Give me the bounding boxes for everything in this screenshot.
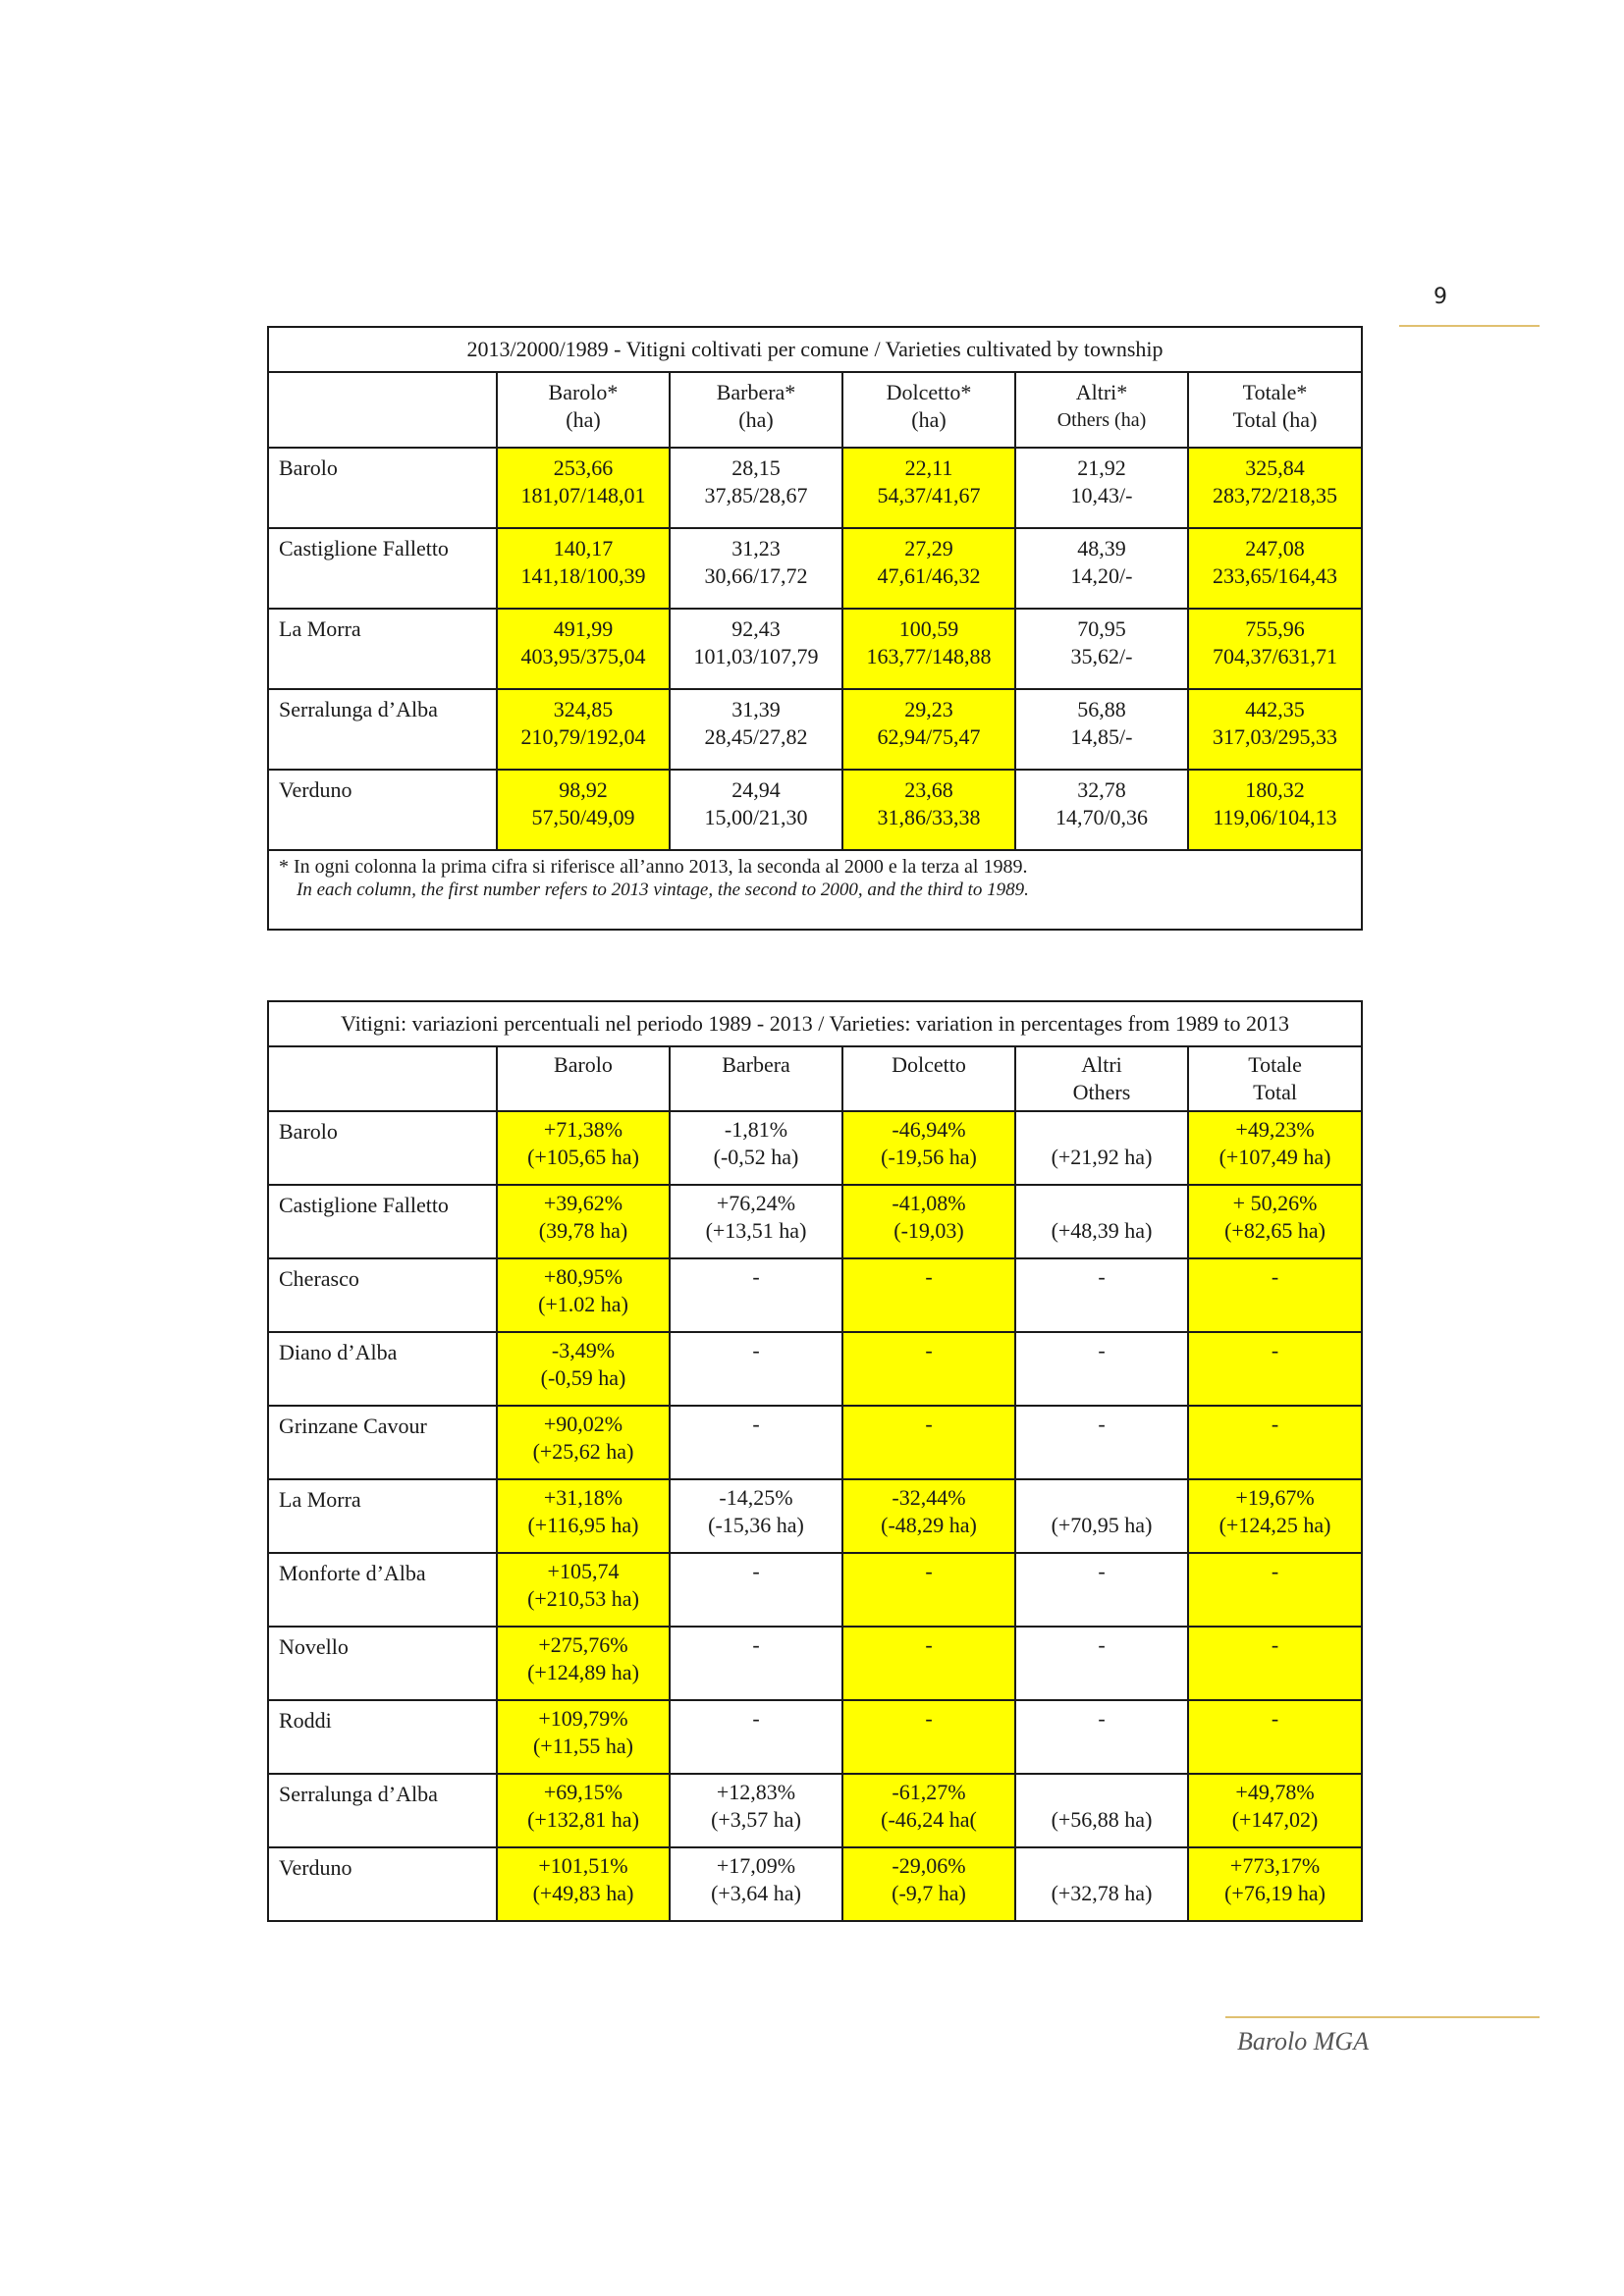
cell-value-primary: - <box>1271 1338 1279 1362</box>
table-cell <box>670 1774 842 1847</box>
row-label-cherasco: Cherasco <box>268 1258 497 1332</box>
table-row <box>268 1847 1362 1921</box>
table-cell <box>842 1185 1015 1258</box>
cell-value-secondary <box>843 1733 1014 1760</box>
table-cell <box>670 1258 842 1332</box>
table-cell <box>1015 528 1188 609</box>
cell-value-primary: - <box>925 1338 933 1362</box>
table-cell <box>842 1258 1015 1332</box>
table-cell <box>1015 1700 1188 1774</box>
table-cell <box>1188 1406 1362 1479</box>
cell-value-primary: - <box>1098 1632 1106 1657</box>
table-cell <box>1188 1774 1362 1847</box>
table-row <box>268 1111 1362 1185</box>
table-cell <box>497 1847 670 1921</box>
table-row <box>268 528 1362 609</box>
cell-value-primary: - <box>1098 1264 1106 1289</box>
cell-value-secondary: (-0,59 ha) <box>540 1365 626 1390</box>
cell-value-primary: -41,08% <box>892 1191 966 1215</box>
cell-value-primary: -14,25% <box>719 1485 793 1510</box>
table-cell <box>842 528 1015 609</box>
table-cell <box>497 1111 670 1185</box>
table1-col-altri: Altri* Others (ha) <box>1015 372 1188 448</box>
table-cell <box>842 770 1015 850</box>
table-cell <box>497 770 670 850</box>
cell-value-primary: +12,83% <box>716 1780 796 1804</box>
table-cell <box>1015 770 1188 850</box>
cell-value-secondary: 210,79/192,04 <box>520 724 646 749</box>
cell-value-secondary: (+147,02) <box>1231 1807 1319 1832</box>
row-label-la-morra: La Morra <box>268 1479 497 1553</box>
cell-value-primary: - <box>1098 1412 1106 1436</box>
cell-value-secondary: 181,07/148,01 <box>520 483 646 507</box>
cell-value-primary: - <box>1098 1706 1106 1731</box>
table-cell <box>1015 1774 1188 1847</box>
table-cell <box>497 1258 670 1332</box>
cell-value-primary: -3,49% <box>551 1338 616 1362</box>
table-row <box>268 1553 1362 1627</box>
cell-value-secondary <box>843 1291 1014 1318</box>
cell-value-primary: 325,84 <box>1245 455 1305 480</box>
footer-title: Barolo MGA <box>1237 2027 1370 2056</box>
table-cell <box>1188 1111 1362 1185</box>
cell-value-primary: 32,78 <box>1077 777 1126 802</box>
table-cell <box>497 1700 670 1774</box>
cell-value-primary: - <box>925 1264 933 1289</box>
cell-value-secondary: 31,86/33,38 <box>877 805 981 829</box>
table-cell <box>497 1479 670 1553</box>
cell-value-secondary: (-0,52 ha) <box>713 1145 799 1169</box>
cell-value-primary: 247,08 <box>1245 536 1305 561</box>
cell-value-primary <box>1016 1116 1187 1144</box>
cell-value-primary: 56,88 <box>1077 697 1126 721</box>
row-label-verduno: Verduno <box>268 770 497 850</box>
cell-value-secondary <box>843 1364 1014 1392</box>
header-rule <box>1399 325 1540 327</box>
cell-value-primary: 324,85 <box>553 697 614 721</box>
cell-value-primary: - <box>752 1338 760 1362</box>
cell-value-secondary: (+105,65 ha) <box>527 1145 639 1169</box>
table2-corner-cell <box>268 1046 497 1111</box>
cell-value-secondary: 14,85/- <box>1070 724 1133 749</box>
table-row <box>268 1332 1362 1406</box>
cell-value-primary: - <box>925 1632 933 1657</box>
cell-value-secondary: (-9,7 ha) <box>892 1881 966 1905</box>
cell-value-secondary: 30,66/17,72 <box>704 563 808 588</box>
cell-value-primary: 23,68 <box>904 777 953 802</box>
table-cell <box>497 1406 670 1479</box>
cell-value-secondary <box>1016 1733 1187 1760</box>
cell-value-secondary <box>671 1659 841 1686</box>
cell-value-primary: - <box>1098 1338 1106 1362</box>
row-label-la-morra: La Morra <box>268 609 497 689</box>
cell-value-secondary: 15,00/21,30 <box>704 805 808 829</box>
table-cell <box>1015 1847 1188 1921</box>
table-cell <box>842 1847 1015 1921</box>
cell-value-primary: 92,43 <box>731 616 781 641</box>
cell-value-secondary: (+1.02 ha) <box>538 1292 628 1316</box>
cell-value-primary: -29,06% <box>892 1853 966 1878</box>
table2-col-dolcetto: Dolcetto <box>842 1046 1015 1111</box>
cell-value-primary: 27,29 <box>904 536 953 561</box>
table-row <box>268 1627 1362 1700</box>
cell-value-secondary: (+56,88 ha) <box>1051 1807 1153 1832</box>
table-cell <box>497 609 670 689</box>
cell-value-secondary: (+124,25 ha) <box>1218 1513 1331 1537</box>
table-cell <box>497 528 670 609</box>
cell-value-secondary: (+210,53 ha) <box>527 1586 639 1611</box>
footnote-english: In each column, the first number refers to 2013 vintage, the second to 2000, and the third to 1989. <box>297 880 1029 900</box>
table-cell <box>1188 1700 1362 1774</box>
cell-value-primary: 22,11 <box>904 455 953 480</box>
row-label-roddi: Roddi <box>268 1700 497 1774</box>
row-label-castiglione-falletto: Castiglione Falletto <box>268 528 497 609</box>
table-cell <box>1015 1111 1188 1185</box>
cell-value-primary: +31,18% <box>543 1485 623 1510</box>
table-cell <box>842 1774 1015 1847</box>
row-label-castiglione-falletto: Castiglione Falletto <box>268 1185 497 1258</box>
table-cell <box>1015 1185 1188 1258</box>
cell-value-secondary: (-19,56 ha) <box>881 1145 977 1169</box>
cell-value-primary: - <box>1271 1706 1279 1731</box>
page-number: 9 <box>1434 285 1447 309</box>
cell-value-primary: 442,35 <box>1245 697 1305 721</box>
table-cell <box>1015 1553 1188 1627</box>
table-cell <box>670 528 842 609</box>
table-cell <box>1188 689 1362 770</box>
table-cell <box>1188 1627 1362 1700</box>
table-row <box>268 1185 1362 1258</box>
cell-value-primary <box>1016 1852 1187 1880</box>
cell-value-secondary: (+25,62 ha) <box>532 1439 634 1464</box>
cell-value-primary: +17,09% <box>716 1853 796 1878</box>
table-cell <box>1188 448 1362 528</box>
cell-value-secondary <box>843 1438 1014 1466</box>
cell-value-secondary: (-15,36 ha) <box>708 1513 804 1537</box>
table1-title: 2013/2000/1989 - Vitigni coltivati per comune / Varieties cultivated by township <box>268 327 1362 372</box>
cell-value-secondary <box>1016 1585 1187 1613</box>
table-cell <box>1188 770 1362 850</box>
cell-value-primary: +275,76% <box>538 1632 628 1657</box>
cell-value-primary: - <box>925 1412 933 1436</box>
table1-corner-cell <box>268 372 497 448</box>
cell-value-secondary: 28,45/27,82 <box>704 724 808 749</box>
cell-value-primary: -46,94% <box>892 1117 966 1142</box>
table-cell <box>670 1700 842 1774</box>
table-cell <box>1188 1258 1362 1332</box>
table-cell <box>670 1332 842 1406</box>
table-row <box>268 689 1362 770</box>
cell-value-secondary <box>671 1291 841 1318</box>
cell-value-primary: + 50,26% <box>1232 1191 1318 1215</box>
table2-col-totale: Totale Total <box>1188 1046 1362 1111</box>
cell-value-secondary: (+124,89 ha) <box>527 1660 639 1684</box>
cell-value-primary: +49,78% <box>1235 1780 1315 1804</box>
table2-col-altri: Altri Others <box>1015 1046 1188 1111</box>
cell-value-primary: - <box>752 1706 760 1731</box>
cell-value-secondary: (+76,19 ha) <box>1224 1881 1326 1905</box>
cell-value-primary <box>1016 1779 1187 1806</box>
cell-value-primary: - <box>752 1264 760 1289</box>
row-label-novello: Novello <box>268 1627 497 1700</box>
cell-value-primary: +69,15% <box>543 1780 623 1804</box>
cell-value-secondary <box>1189 1659 1361 1686</box>
cell-value-primary: 31,39 <box>731 697 781 721</box>
cell-value-secondary <box>1189 1364 1361 1392</box>
cell-value-primary: - <box>1271 1632 1279 1657</box>
row-label-monforte-dalba: Monforte d’Alba <box>268 1553 497 1627</box>
cell-value-secondary: (-46,24 ha( <box>881 1807 977 1832</box>
cell-value-secondary: 57,50/49,09 <box>531 805 635 829</box>
row-label-verduno: Verduno <box>268 1847 497 1921</box>
cell-value-secondary: 37,85/28,67 <box>704 483 808 507</box>
footnote-italian: * In ogni colonna la prima cifra si riferisce all’anno 2013, la seconda al 2000 e la terza al 1989. <box>279 856 1028 878</box>
cell-value-secondary: 317,03/295,33 <box>1212 724 1338 749</box>
table-cell <box>670 1406 842 1479</box>
cell-value-secondary: (+32,78 ha) <box>1051 1881 1153 1905</box>
table-cell <box>1015 1406 1188 1479</box>
table-cell <box>1188 1479 1362 1553</box>
cell-value-secondary: (-48,29 ha) <box>881 1513 977 1537</box>
table2-title: Vitigni: variazioni percentuali nel periodo 1989 - 2013 / Varieties: variation in percentages from 1989 to 2013 <box>268 1001 1362 1046</box>
table-cell <box>497 1627 670 1700</box>
cell-value-secondary <box>1016 1291 1187 1318</box>
cell-value-secondary: (+3,57 ha) <box>711 1807 801 1832</box>
cell-value-secondary: 163,77/148,88 <box>866 644 992 668</box>
cell-value-secondary: 62,94/75,47 <box>877 724 981 749</box>
cell-value-primary: 29,23 <box>904 697 953 721</box>
table-cell <box>1015 1332 1188 1406</box>
table-cell <box>497 1553 670 1627</box>
cell-value-primary: - <box>1271 1412 1279 1436</box>
cell-value-primary: 100,59 <box>898 616 959 641</box>
cell-value-secondary: (+70,95 ha) <box>1051 1513 1153 1537</box>
cell-value-primary: -61,27% <box>892 1780 966 1804</box>
table-cell <box>1188 609 1362 689</box>
cell-value-secondary: (39,78 ha) <box>538 1218 628 1243</box>
table-cell <box>670 1553 842 1627</box>
cell-value-primary: -32,44% <box>892 1485 966 1510</box>
cell-value-primary: 140,17 <box>553 536 614 561</box>
table-cell <box>497 689 670 770</box>
cell-value-primary: - <box>1271 1264 1279 1289</box>
table-row <box>268 770 1362 850</box>
table-cell <box>842 1700 1015 1774</box>
cell-value-secondary: (+132,81 ha) <box>527 1807 639 1832</box>
table-cell <box>1015 609 1188 689</box>
cell-value-secondary: (+48,39 ha) <box>1051 1218 1153 1243</box>
cell-value-primary: -1,81% <box>724 1117 788 1142</box>
cell-value-secondary: 14,20/- <box>1070 563 1133 588</box>
table-cell <box>497 1185 670 1258</box>
varieties-by-township-table <box>267 326 1363 931</box>
cell-value-secondary <box>843 1585 1014 1613</box>
cell-value-secondary <box>1016 1364 1187 1392</box>
row-label-grinzane-cavour: Grinzane Cavour <box>268 1406 497 1479</box>
cell-value-secondary: (-19,03) <box>893 1218 964 1243</box>
table-cell <box>497 448 670 528</box>
table-cell <box>1188 1553 1362 1627</box>
table-cell <box>842 448 1015 528</box>
row-label-serralunga-dalba: Serralunga d’Alba <box>268 689 497 770</box>
table-cell <box>670 1627 842 1700</box>
table-cell <box>670 1111 842 1185</box>
cell-value-primary: - <box>1271 1559 1279 1583</box>
cell-value-secondary: 233,65/164,43 <box>1212 563 1338 588</box>
cell-value-primary <box>1016 1190 1187 1217</box>
cell-value-primary: 31,23 <box>731 536 781 561</box>
table-cell <box>1188 1847 1362 1921</box>
table2-header-row <box>268 1046 1362 1111</box>
cell-value-primary: 180,32 <box>1245 777 1305 802</box>
cell-value-primary: - <box>752 1559 760 1583</box>
cell-value-primary: 70,95 <box>1077 616 1126 641</box>
cell-value-primary: +105,74 <box>547 1559 620 1583</box>
table-row <box>268 1258 1362 1332</box>
cell-value-secondary: (+49,83 ha) <box>532 1881 634 1905</box>
table-cell <box>670 1185 842 1258</box>
cell-value-secondary <box>671 1438 841 1466</box>
cell-value-secondary <box>1189 1585 1361 1613</box>
cell-value-primary: +773,17% <box>1229 1853 1321 1878</box>
cell-value-secondary: (+13,51 ha) <box>705 1218 807 1243</box>
table-cell <box>1015 689 1188 770</box>
cell-value-secondary: (+3,64 ha) <box>711 1881 801 1905</box>
cell-value-primary: +101,51% <box>538 1853 628 1878</box>
cell-value-primary: 24,94 <box>731 777 781 802</box>
table-cell <box>670 448 842 528</box>
cell-value-secondary: (+11,55 ha) <box>532 1734 633 1758</box>
cell-value-primary: 28,15 <box>731 455 781 480</box>
cell-value-primary: +80,95% <box>543 1264 623 1289</box>
table-cell <box>842 609 1015 689</box>
table2-col-barolo: Barolo <box>497 1046 670 1111</box>
table-cell <box>1015 1627 1188 1700</box>
table-cell <box>842 1111 1015 1185</box>
table-cell <box>1015 448 1188 528</box>
cell-value-secondary <box>843 1659 1014 1686</box>
cell-value-primary: 755,96 <box>1245 616 1305 641</box>
cell-value-primary: - <box>752 1412 760 1436</box>
table-cell <box>1188 1185 1362 1258</box>
table-cell <box>670 689 842 770</box>
table-cell <box>670 1847 842 1921</box>
cell-value-primary <box>1016 1484 1187 1512</box>
cell-value-primary: +19,67% <box>1235 1485 1315 1510</box>
cell-value-secondary: 704,37/631,71 <box>1212 644 1338 668</box>
table1-col-dolcetto: Dolcetto* (ha) <box>842 372 1015 448</box>
cell-value-primary: +39,62% <box>543 1191 623 1215</box>
cell-value-secondary <box>1016 1438 1187 1466</box>
table-row <box>268 1774 1362 1847</box>
table-cell <box>842 1627 1015 1700</box>
cell-value-secondary <box>1016 1659 1187 1686</box>
row-label-barolo: Barolo <box>268 1111 497 1185</box>
cell-value-secondary <box>1189 1438 1361 1466</box>
cell-value-primary: +76,24% <box>716 1191 796 1215</box>
table1-col-totale: Totale* Total (ha) <box>1188 372 1362 448</box>
table-cell <box>1188 1332 1362 1406</box>
cell-value-primary: 98,92 <box>559 777 608 802</box>
cell-value-secondary: (+21,92 ha) <box>1051 1145 1153 1169</box>
row-label-barolo: Barolo <box>268 448 497 528</box>
cell-value-secondary: 35,62/- <box>1070 644 1133 668</box>
cell-value-primary: - <box>925 1706 933 1731</box>
cell-value-primary: 48,39 <box>1077 536 1126 561</box>
cell-value-secondary <box>1189 1291 1361 1318</box>
table1-col-barbera: Barbera* (ha) <box>670 372 842 448</box>
cell-value-secondary: 119,06/104,13 <box>1213 805 1337 829</box>
cell-value-primary: +109,79% <box>538 1706 628 1731</box>
cell-value-secondary <box>1189 1733 1361 1760</box>
cell-value-secondary: (+107,49 ha) <box>1218 1145 1331 1169</box>
cell-value-secondary: 403,95/375,04 <box>520 644 646 668</box>
cell-value-primary: +49,23% <box>1235 1117 1315 1142</box>
table-row <box>268 1479 1362 1553</box>
table1-col-barolo: Barolo* (ha) <box>497 372 670 448</box>
cell-value-secondary: (+116,95 ha) <box>527 1513 639 1537</box>
cell-value-primary: 491,99 <box>553 616 614 641</box>
cell-value-secondary: 141,18/100,39 <box>520 563 646 588</box>
cell-value-secondary: (+82,65 ha) <box>1224 1218 1326 1243</box>
cell-value-secondary: 54,37/41,67 <box>877 483 981 507</box>
table1-footnote <box>268 850 1362 930</box>
cell-value-primary: 253,66 <box>553 455 614 480</box>
table2-col-barbera: Barbera <box>670 1046 842 1111</box>
table-cell <box>842 1332 1015 1406</box>
cell-value-primary: +71,38% <box>543 1117 623 1142</box>
cell-value-primary: +90,02% <box>543 1412 623 1436</box>
cell-value-secondary: 14,70/0,36 <box>1055 805 1149 829</box>
table-cell <box>497 1332 670 1406</box>
cell-value-secondary: 10,43/- <box>1070 483 1133 507</box>
row-label-serralunga-dalba: Serralunga d’Alba <box>268 1774 497 1847</box>
table-cell <box>842 1406 1015 1479</box>
table-cell <box>670 770 842 850</box>
cell-value-secondary <box>671 1585 841 1613</box>
table-cell <box>1015 1479 1188 1553</box>
cell-value-primary: - <box>925 1559 933 1583</box>
table-cell <box>842 1553 1015 1627</box>
cell-value-secondary: 47,61/46,32 <box>877 563 981 588</box>
table-cell <box>1015 1258 1188 1332</box>
cell-value-secondary: 283,72/218,35 <box>1212 483 1338 507</box>
table-cell <box>842 1479 1015 1553</box>
cell-value-secondary <box>671 1733 841 1760</box>
cell-value-primary: - <box>1098 1559 1106 1583</box>
table-cell <box>497 1774 670 1847</box>
table-row <box>268 609 1362 689</box>
table-cell <box>842 689 1015 770</box>
table-cell <box>670 609 842 689</box>
cell-value-primary: 21,92 <box>1077 455 1126 480</box>
table-cell <box>670 1479 842 1553</box>
table-row <box>268 448 1362 528</box>
table-row <box>268 1406 1362 1479</box>
cell-value-secondary: 101,03/107,79 <box>693 644 819 668</box>
varieties-variation-table <box>267 1000 1363 1922</box>
table1-header-row <box>268 372 1362 448</box>
cell-value-secondary <box>671 1364 841 1392</box>
table-row <box>268 1700 1362 1774</box>
cell-value-primary: - <box>752 1632 760 1657</box>
table-cell <box>1188 528 1362 609</box>
footer-rule <box>1225 2016 1540 2018</box>
row-label-diano-dalba: Diano d’Alba <box>268 1332 497 1406</box>
